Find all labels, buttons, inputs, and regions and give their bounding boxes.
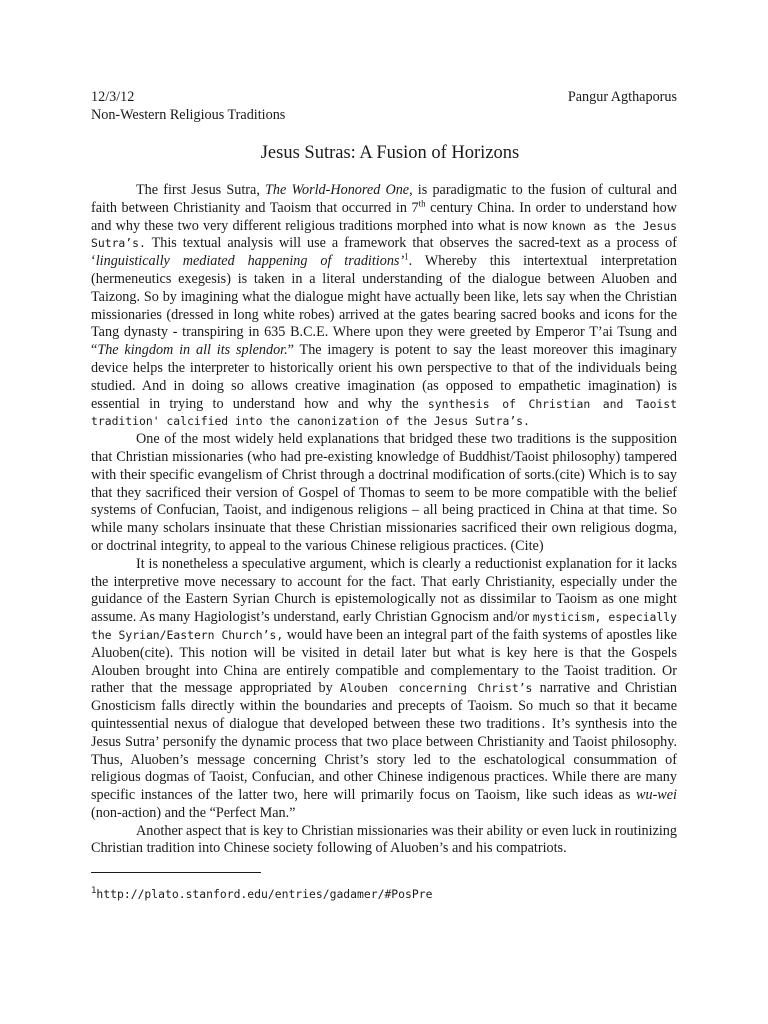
paper-title: Jesus Sutras: A Fusion of Horizons <box>260 143 520 163</box>
course-name: Non-Western Religious Traditions <box>91 107 286 123</box>
page-content <box>91 88 677 902</box>
paragraph-1-run: The first Jesus Sutra, <box>136 182 266 198</box>
paragraph-1-run: The World-Honored One, <box>265 182 413 198</box>
paragraph-4-run: Another aspect that is key to Christian missionaries was their ability or even luck in routinizing Christian tradition into Chinese society following of Aluoben’s and his compatriots. <box>91 822 677 857</box>
paragraph-3-run: mysticism, especially the Syrian/Eastern Church’s, <box>91 610 677 642</box>
paragraph-3-run: narrative and Christian Gnosticism falls directly within the boundaries and precepts of Taoism. So much so that it became quintessential nexus of dialogue that developed between these two traditions <box>91 680 677 732</box>
footnote-number: 1 <box>91 886 97 897</box>
paragraph-1 <box>91 182 677 431</box>
paragraph-3-run: would have been an integral part of the faith systems of apostles like Aluoben(cite). This notion will be visited in detail later but what is key here is that the Gospels Alouben brought into China are entirely compatible and complementary to the Taoist tradition. Or rather that the message appropriated by <box>91 626 677 697</box>
paragraph-1-run: century China. In order to understand how and why these two very different religious traditions morphed into what is now <box>91 199 677 234</box>
paragraph-1-run: 1 <box>404 251 409 262</box>
paragraph-2-run: One of the most widely held explanations that bridged these two traditions is the supposition that Christian missionaries (who had pre-existing knowledge of Buddhist/Taoist philosophy) tampered with their specific evangelism of Christ through a doctrinal modification of sorts.(cite) Which is to say that they sacrificed their version of Gospel of Thomas to seem to be more compatible with the belief systems of Confucian, Taoist, and indigenous religions – all being practiced in China at that time. So while many scholars insinuate that these Christian missionaries sacrificed their own religious dogma, or doctrinal integrity, to appeal to the various Chinese religious practices. (Cite) <box>91 431 677 554</box>
paragraph-1-run: . Whereby this intertextual interpretation (hermeneutics exegesis) is taken in a literal understanding of the dialogue between Aluoben and Taizong. So by imagining what the dialogue might have actually been like, lets say when the Christian missionaries (dressed in long white robes) arrived at the gates bearing sacred books and icons for the Tang dynasty - transpiring in 635 B.C.E. Where upon they were greeted by Emperor T’ai Tsung and “ <box>91 253 677 359</box>
paragraph-3 <box>91 556 677 823</box>
paragraph-1-run: synthesis of Christian and Taoist tradition' calcified into the canonization of the Jesus Sutra’s. <box>91 396 678 429</box>
paragraph-1-run: th <box>418 198 426 209</box>
paragraph-3-run: Alouben concerning Christ’s <box>339 681 533 696</box>
header-row <box>91 88 677 106</box>
footnote-divider <box>91 872 261 873</box>
footnote-url: http://plato.stanford.edu/entries/gadamer/#PosPre <box>96 887 433 902</box>
date: 12/3/12 <box>91 89 135 105</box>
paragraph-2 <box>91 431 677 556</box>
paragraph-3-run: wu-wei <box>636 787 677 804</box>
paragraph-1-run: known as the Jesus Sutra’s. <box>91 218 677 251</box>
paragraph-3-run: It is nonetheless a speculative argument, which is clearly a reductionist explanation for it lacks the interpretive move necessary to account for the fact. That early Christianity, especially under the guidance of the Eastern Syrian Church is epistemologically not as dissimilar to Taoism as one might assume. As many Hagiologist’s understand, early Christian Ggnocism and/or <box>91 555 677 626</box>
paragraph-1-run: ” The imagery is potent to say the least moreover this imaginary device helps the interpreter to historically orient his own perspective to that of the individuals being studied. And in doing so allows creative imagination (as opposed to empathetic imagination) is essential in trying to understand how and why the <box>91 342 677 412</box>
footnote <box>91 883 677 902</box>
paragraph-4 <box>91 823 677 859</box>
paragraph-3-run: It’s synthesis into the Jesus Sutra’ personify the dynamic process that two place between Christianity and Taoist philosophy. Thus, Aluoben’s message concerning Christ’s story led to the eschatological consummation of religious dogmas of Taoist, Confucian, and other Chinese indigenous practices. While there are many specific instances of the latter two, here will primarily focus on Taoism, like such ideas as <box>91 715 677 804</box>
paragraph-1-run: linguistically mediated happening of traditions’ <box>95 253 405 270</box>
paragraph-3-run: (non-action) and the “Perfect Man.” <box>91 804 296 821</box>
paragraph-1-run: The kingdom in all its splendor. <box>97 342 288 359</box>
author-name: Pangur Agthaporus <box>567 89 677 105</box>
paragraph-1-run: This textual analysis will use a framework that observes the sacred-text as a process of ‘ <box>91 235 677 270</box>
paragraph-3-run: . <box>539 716 547 731</box>
paragraph-1-run: is paradigmatic to the fusion of cultural and faith between Christianity and Taoism that occurred in 7 <box>91 182 677 216</box>
